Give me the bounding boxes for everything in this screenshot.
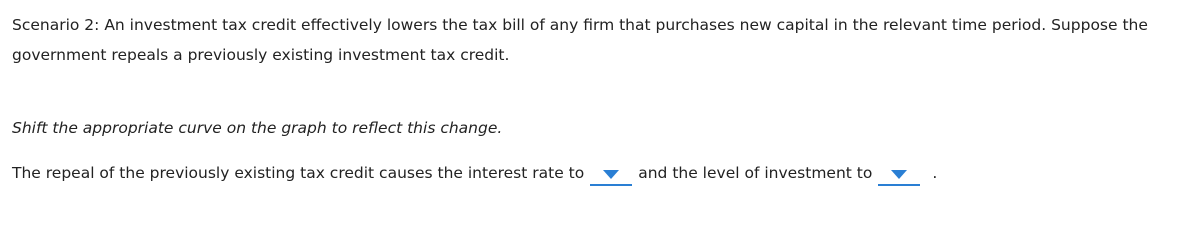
chevron-down-icon: [891, 170, 907, 179]
answer-middle: and the level of investment to: [638, 164, 873, 182]
instruction-text: Shift the appropriate curve on the graph to reflect this change.: [12, 119, 503, 137]
investment-dropdown[interactable]: [878, 162, 920, 186]
answer-prefix: The repeal of the previously existing tax credit causes the interest rate to: [12, 164, 585, 182]
answer-sentence: [12, 160, 937, 186]
scenario-text: Scenario 2: An investment tax credit effectively lowers the tax bill of any firm that purchases new capital in the relevant time period. Suppose the government repeals a previously existing investment tax credit.: [12, 16, 1148, 64]
chevron-down-icon: [603, 170, 619, 179]
interest-rate-dropdown[interactable]: [590, 162, 632, 186]
answer-suffix: .: [932, 164, 938, 182]
